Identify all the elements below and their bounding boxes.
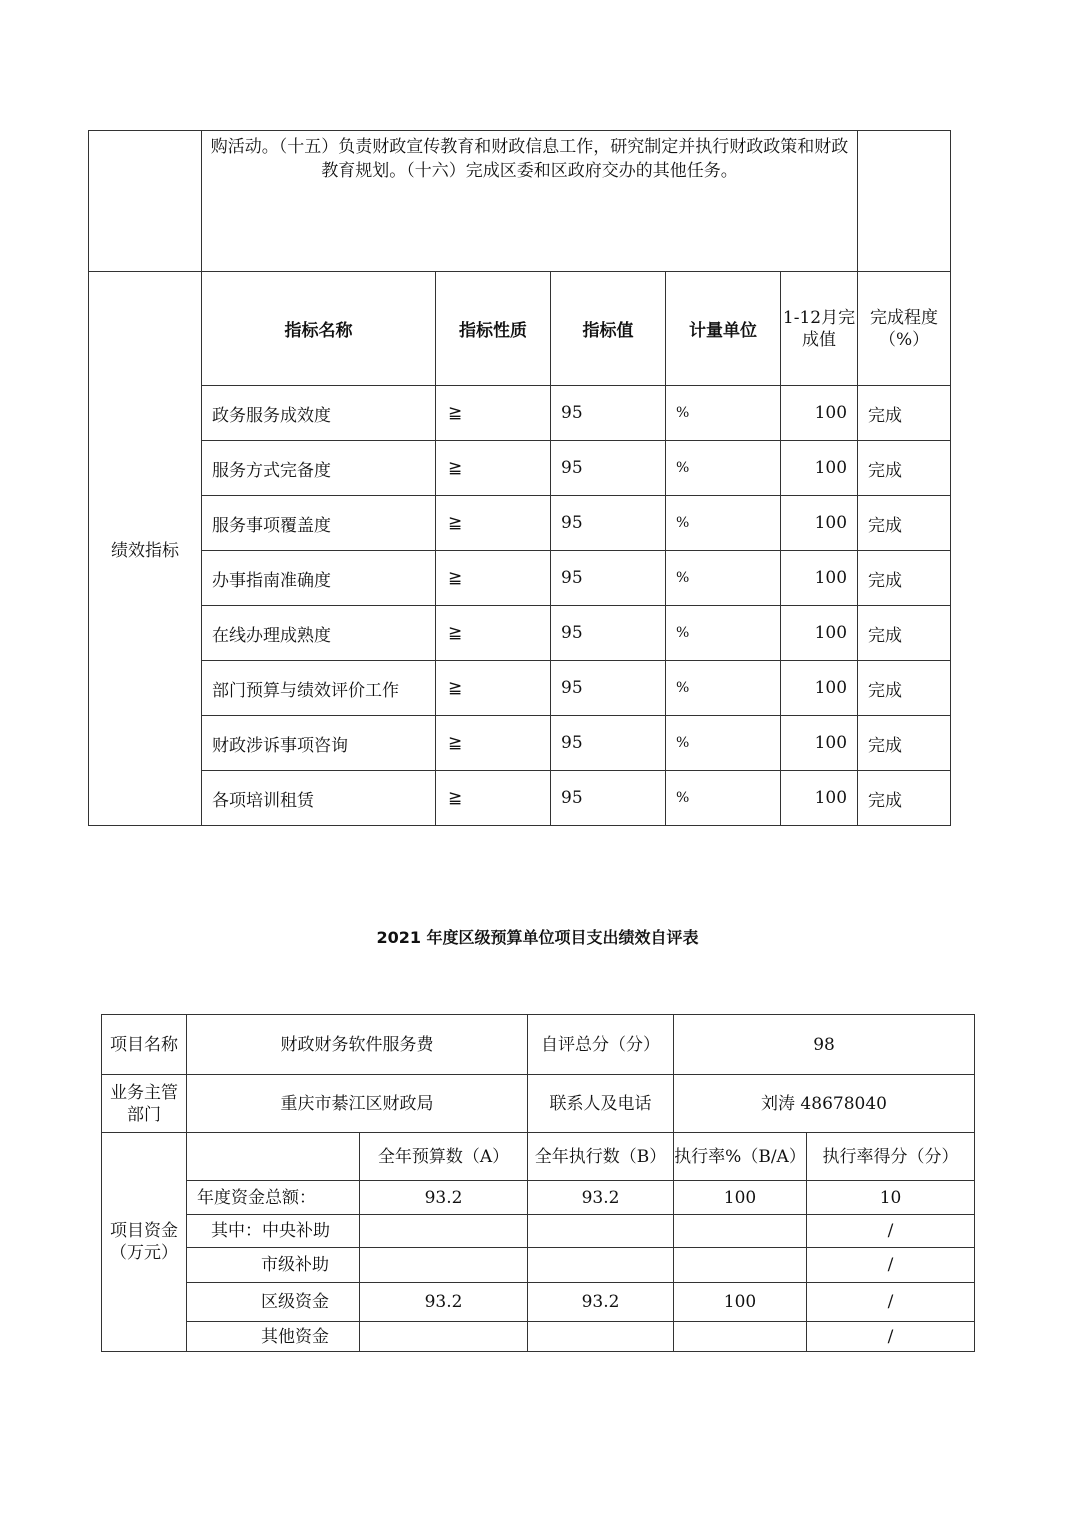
header-execution-rate: 执行率%（B/A） <box>674 1133 807 1181</box>
table-row <box>89 496 951 551</box>
project-evaluation-table <box>101 1014 975 1352</box>
contact-value: 刘涛 48678040 <box>674 1075 975 1133</box>
indicator-name: 在线办理成熟度 <box>202 606 436 661</box>
header-indicator-name: 指标名称 <box>202 272 436 386</box>
indicator-value: 95 <box>551 661 666 716</box>
indicator-unit: % <box>666 551 781 606</box>
duty-left-cell <box>89 131 202 272</box>
indicator-completed: 100 <box>781 771 858 826</box>
total-score-label: 自评总分（分） <box>528 1015 674 1075</box>
table-row <box>89 661 951 716</box>
table-row <box>102 1215 975 1248</box>
indicator-value: 95 <box>551 606 666 661</box>
fund-budget <box>360 1215 528 1248</box>
indicator-status: 完成 <box>858 551 951 606</box>
header-indicator-nature: 指标性质 <box>436 272 551 386</box>
indicator-completed: 100 <box>781 441 858 496</box>
fund-score: / <box>807 1215 975 1248</box>
indicator-unit: % <box>666 771 781 826</box>
indicator-completed: 100 <box>781 661 858 716</box>
indicator-status: 完成 <box>858 386 951 441</box>
indicator-nature: ≧ <box>436 771 551 826</box>
indicator-unit: % <box>666 496 781 551</box>
fund-executed <box>528 1248 674 1283</box>
fund-rate <box>674 1322 807 1352</box>
funds-row-header: 项目资金（万元） <box>102 1133 187 1352</box>
indicator-nature: ≧ <box>436 441 551 496</box>
table-row <box>89 716 951 771</box>
table-row <box>89 386 951 441</box>
indicator-name: 办事指南准确度 <box>202 551 436 606</box>
fund-executed <box>528 1215 674 1248</box>
indicator-name: 政务服务成效度 <box>202 386 436 441</box>
indicator-nature: ≧ <box>436 551 551 606</box>
indicator-completed: 100 <box>781 551 858 606</box>
fund-label: 年度资金总额： <box>187 1181 360 1215</box>
department-value: 重庆市綦江区财政局 <box>187 1075 528 1133</box>
form-title: 2021 年度区级预算单位项目支出绩效自评表 <box>376 928 699 947</box>
header-executed: 全年执行数（B） <box>528 1133 674 1181</box>
header-completion-degree: 完成程度（%） <box>858 272 951 386</box>
fund-score: 10 <box>807 1181 975 1215</box>
indicator-completed: 100 <box>781 496 858 551</box>
indicator-value: 95 <box>551 771 666 826</box>
indicator-status: 完成 <box>858 441 951 496</box>
indicator-value: 95 <box>551 386 666 441</box>
indicator-row-header: 绩效指标 <box>89 272 202 826</box>
duty-right-cell <box>858 131 951 272</box>
fund-executed <box>528 1322 674 1352</box>
table-row <box>102 1322 975 1352</box>
contact-label: 联系人及电话 <box>528 1075 674 1133</box>
indicator-nature: ≧ <box>436 661 551 716</box>
table-row <box>89 771 951 826</box>
fund-budget <box>360 1248 528 1283</box>
indicator-unit: % <box>666 441 781 496</box>
fund-rate <box>674 1215 807 1248</box>
table-row <box>102 1248 975 1283</box>
table-row <box>89 551 951 606</box>
indicator-name: 部门预算与绩效评价工作 <box>202 661 436 716</box>
indicator-status: 完成 <box>858 771 951 826</box>
header-unit: 计量单位 <box>666 272 781 386</box>
fund-label: 其中：中央补助 <box>187 1215 360 1248</box>
funds-header-blank <box>187 1133 360 1181</box>
indicator-nature: ≧ <box>436 716 551 771</box>
total-score-value: 98 <box>674 1015 975 1075</box>
fund-rate <box>674 1248 807 1283</box>
project-name-label: 项目名称 <box>102 1015 187 1075</box>
duty-description: 购活动。（十五）负责财政宣传教育和财政信息工作，研究制定并执行财政政策和财政教育规划。（十六）完成区委和区政府交办的其他任务。 <box>202 131 858 272</box>
fund-executed: 93.2 <box>528 1283 674 1322</box>
fund-score: / <box>807 1283 975 1322</box>
header-indicator-value: 指标值 <box>551 272 666 386</box>
header-completed-value: 1-12月完成值 <box>781 272 858 386</box>
fund-score: / <box>807 1322 975 1352</box>
indicator-unit: % <box>666 606 781 661</box>
fund-label: 市级补助 <box>187 1248 360 1283</box>
table-row <box>89 441 951 496</box>
fund-budget: 93.2 <box>360 1283 528 1322</box>
indicator-value: 95 <box>551 716 666 771</box>
fund-budget: 93.2 <box>360 1181 528 1215</box>
fund-rate: 100 <box>674 1283 807 1322</box>
indicator-value: 95 <box>551 551 666 606</box>
header-rate-score: 执行率得分（分） <box>807 1133 975 1181</box>
fund-label: 区级资金 <box>187 1283 360 1322</box>
indicator-unit: % <box>666 386 781 441</box>
project-name-value: 财政财务软件服务费 <box>187 1015 528 1075</box>
indicator-status: 完成 <box>858 716 951 771</box>
department-label: 业务主管部门 <box>102 1075 187 1133</box>
fund-score: / <box>807 1248 975 1283</box>
indicator-status: 完成 <box>858 606 951 661</box>
indicator-status: 完成 <box>858 661 951 716</box>
table-row <box>102 1181 975 1215</box>
indicator-unit: % <box>666 716 781 771</box>
indicator-name: 服务事项覆盖度 <box>202 496 436 551</box>
indicator-name: 财政涉诉事项咨询 <box>202 716 436 771</box>
indicator-completed: 100 <box>781 386 858 441</box>
performance-indicator-table <box>88 130 951 826</box>
indicator-nature: ≧ <box>436 496 551 551</box>
fund-budget <box>360 1322 528 1352</box>
fund-rate: 100 <box>674 1181 807 1215</box>
table-row <box>102 1283 975 1322</box>
fund-label: 其他资金 <box>187 1322 360 1352</box>
indicator-value: 95 <box>551 496 666 551</box>
indicator-nature: ≧ <box>436 386 551 441</box>
indicator-value: 95 <box>551 441 666 496</box>
table-row <box>89 606 951 661</box>
indicator-unit: % <box>666 661 781 716</box>
indicator-name: 服务方式完备度 <box>202 441 436 496</box>
indicator-nature: ≧ <box>436 606 551 661</box>
indicator-status: 完成 <box>858 496 951 551</box>
indicator-completed: 100 <box>781 716 858 771</box>
header-budget: 全年预算数（A） <box>360 1133 528 1181</box>
fund-executed: 93.2 <box>528 1181 674 1215</box>
indicator-completed: 100 <box>781 606 858 661</box>
indicator-name: 各项培训租赁 <box>202 771 436 826</box>
